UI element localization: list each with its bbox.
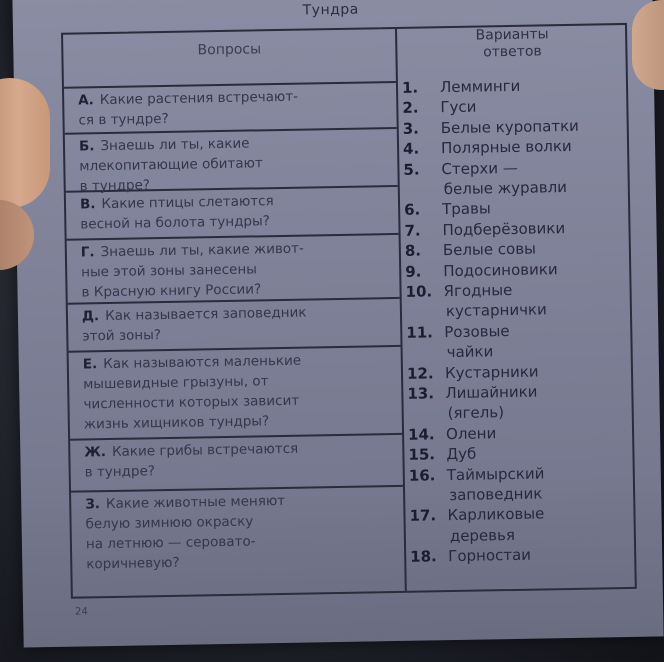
answer-text: Белые куропатки xyxy=(440,116,580,137)
question-letter: Б. xyxy=(78,138,95,155)
answer-text: Подберёзовики xyxy=(442,218,566,239)
question-letter: З. xyxy=(85,496,101,513)
question-cell xyxy=(64,83,397,135)
question-cell xyxy=(67,235,400,305)
question-text: млекопитающие обитают xyxy=(79,155,263,175)
answer-number: 16. xyxy=(408,465,436,485)
answer-number: 15. xyxy=(408,445,436,464)
answers-header-line-1: Варианты xyxy=(475,26,549,44)
answer-text: Лишайники xyxy=(445,382,538,403)
answer-option xyxy=(409,463,631,486)
right-finger xyxy=(632,0,664,90)
question-text: в тундре? xyxy=(84,463,156,481)
answer-text: Олени xyxy=(445,424,497,443)
question-letter: Е. xyxy=(82,356,98,373)
answer-option xyxy=(405,259,627,282)
answer-text-continued: (ягель) xyxy=(447,403,505,423)
answer-number: 3. xyxy=(402,119,420,138)
answer-option xyxy=(409,503,631,526)
answers-header-line-2: ответов xyxy=(483,43,542,61)
question-text: ные этой зоны занесены xyxy=(81,261,258,281)
question-line xyxy=(86,549,396,574)
questions-header: Вопросы xyxy=(197,41,262,59)
question-text: Как называется заповедник xyxy=(104,304,307,325)
question-letter: Ж. xyxy=(84,444,107,461)
answer-text: Ягодные xyxy=(443,280,513,301)
answer-number: 8. xyxy=(404,241,422,261)
answer-number: 6. xyxy=(404,200,421,220)
quiz-table xyxy=(61,23,637,599)
answer-number: 1. xyxy=(401,78,419,97)
answer-text-continued: кустарнички xyxy=(445,300,547,321)
question-text: численности которых зависит xyxy=(83,392,300,413)
answer-number: 14. xyxy=(407,425,435,444)
page-title: Тундра xyxy=(302,1,359,19)
question-text: весной на болота тундры? xyxy=(80,213,271,233)
questions-header-cell xyxy=(63,29,396,89)
question-line xyxy=(81,277,391,302)
answer-option xyxy=(407,381,629,404)
answer-text: Лемминги xyxy=(439,76,521,97)
question-cell xyxy=(66,187,399,241)
answer-number: 13. xyxy=(407,384,435,403)
answer-option xyxy=(405,238,627,261)
answer-text: Горностаи xyxy=(448,545,532,566)
answer-number: 11. xyxy=(406,323,434,342)
answer-text: Полярные волки xyxy=(440,137,572,158)
answer-number: 5. xyxy=(403,160,420,179)
question-cell xyxy=(70,435,403,493)
answer-text: Травы xyxy=(442,199,491,219)
page-number: 24 xyxy=(75,606,88,618)
answer-text-continued: чайки xyxy=(446,342,494,362)
answer-option xyxy=(403,116,625,139)
left-finger xyxy=(0,78,50,208)
question-line xyxy=(82,321,392,346)
question-cell xyxy=(68,299,401,353)
answer-number: 10. xyxy=(405,282,433,301)
question-text: на летнюю — серовато- xyxy=(85,533,256,553)
answer-option xyxy=(404,218,626,241)
question-letter: В. xyxy=(79,196,96,213)
question-text: Какие птицы слетаются xyxy=(101,193,274,213)
question-text: ся в тундре? xyxy=(78,110,169,129)
answer-text: Гуси xyxy=(440,97,477,117)
question-text: коричневую? xyxy=(86,554,180,573)
question-text: в тундре? xyxy=(79,177,151,195)
answer-text-continued: белые журавли xyxy=(443,177,568,199)
question-text: в Красную книгу России? xyxy=(81,281,262,301)
answer-option xyxy=(403,136,625,159)
question-text: Знаешь ли ты, какие живот- xyxy=(100,240,305,261)
question-text: жизнь хищников тундры? xyxy=(83,413,270,433)
question-cell xyxy=(69,347,402,441)
answer-number: 17. xyxy=(409,506,437,526)
question-text: мышевидные грызуны, от xyxy=(83,373,269,393)
question-text: Знаешь ли ты, какие xyxy=(100,135,250,155)
answer-option xyxy=(402,75,624,98)
answer-option xyxy=(404,197,626,220)
textbook-page xyxy=(12,0,663,648)
question-text: Как называются маленькие xyxy=(103,352,302,373)
answer-text: Белые совы xyxy=(442,239,537,260)
answer-text-continued: деревья xyxy=(449,525,516,545)
answer-text: Таймырский xyxy=(446,464,545,484)
answer-text: Розовые xyxy=(444,321,510,341)
question-text: Какие растения встречают- xyxy=(99,88,299,109)
question-cell xyxy=(65,129,398,193)
answer-option xyxy=(402,95,624,118)
question-letter: Г. xyxy=(80,244,95,261)
question-letter: Д. xyxy=(81,308,100,325)
question-text: Какие животные меняют xyxy=(105,492,286,513)
question-line xyxy=(80,209,390,234)
answer-number: 9. xyxy=(405,262,422,281)
question-text: белую зимнюю окраску xyxy=(85,513,254,533)
answer-option xyxy=(408,422,630,445)
answer-number: 7. xyxy=(404,221,421,240)
question-line xyxy=(78,105,388,130)
answer-number: 18. xyxy=(410,547,437,566)
answer-text: Подосиновики xyxy=(443,259,558,280)
question-line xyxy=(85,457,395,482)
answer-number: 2. xyxy=(402,98,419,118)
answer-option xyxy=(410,544,632,567)
answer-text: Кустарники xyxy=(444,362,539,382)
answer-option xyxy=(403,157,625,180)
question-text: этой зоны? xyxy=(82,327,162,345)
answer-text: Дуб xyxy=(446,444,477,464)
question-text: Какие грибы встречаются xyxy=(111,440,299,460)
question-line xyxy=(84,409,394,434)
answer-option xyxy=(407,361,629,384)
answer-number: 4. xyxy=(402,139,420,159)
answer-number: 12. xyxy=(406,363,434,383)
answers-column xyxy=(401,75,624,566)
answer-option xyxy=(406,320,628,343)
answer-option xyxy=(408,442,630,465)
question-cell xyxy=(71,487,405,601)
answer-text: Карликовые xyxy=(447,504,545,525)
answers-header xyxy=(399,25,626,63)
answer-text: Стерхи — xyxy=(441,158,518,178)
answer-option xyxy=(405,279,627,302)
question-letter: А. xyxy=(78,92,94,109)
answer-text-continued: заповедник xyxy=(448,484,543,505)
